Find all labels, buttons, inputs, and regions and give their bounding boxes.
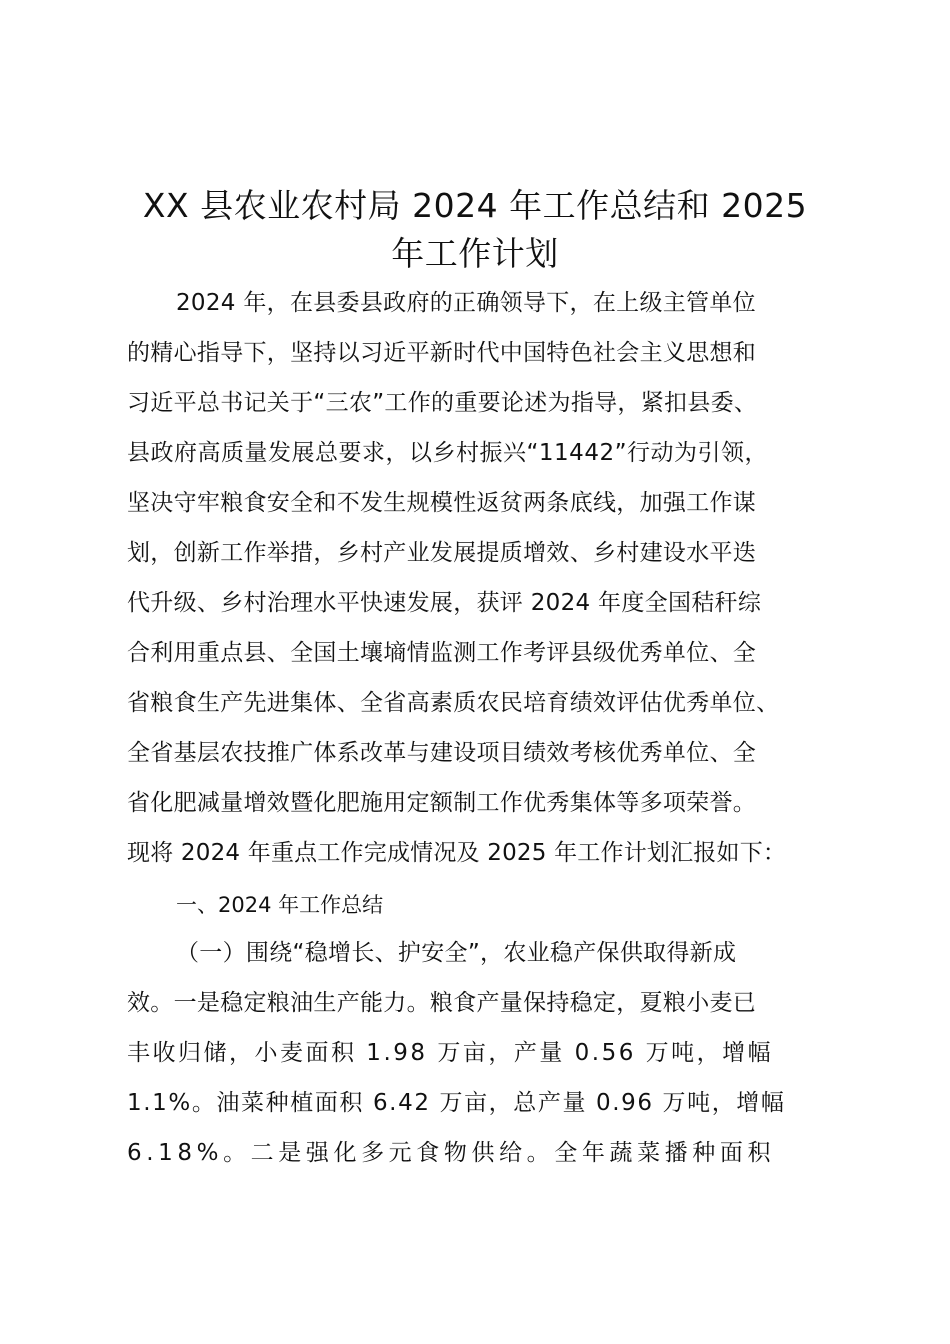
document-title-line-2: 年工作计划 — [391, 234, 559, 273]
paragraph-line: 丰收归储，小麦面积 1.98 万亩，产量 0.56 万吨，增幅 — [127, 1040, 774, 1066]
paragraph-line: 2024 年，在县委县政府的正确领导下，在上级主管单位 — [176, 290, 756, 316]
paragraph-line: 现将 2024 年重点工作完成情况及 2025 年工作计划汇报如下： — [127, 840, 787, 866]
document-title-line-1: XX 县农业农村局 2024 年工作总结和 2025 — [142, 186, 808, 225]
paragraph-line: 效。一是稳定粮油生产能力。粮食产量保持稳定，夏粮小麦已 — [127, 990, 757, 1016]
section-heading: 一、2024 年工作总结 — [176, 893, 384, 917]
paragraph-line: 6.18%。二是强化多元食物供给。全年蔬菜播种面积 — [127, 1140, 776, 1166]
paragraph-line: 全省基层农技推广体系改革与建设项目绩效考核优秀单位、全 — [127, 740, 757, 766]
paragraph-line: 1.1%。油菜种植面积 6.42 万亩，总产量 0.96 万吨，增幅 — [127, 1090, 786, 1116]
paragraph-line: 习近平总书记关于“三农”工作的重要论述为指导，紧扣县委、 — [127, 390, 758, 416]
paragraph-line: 代升级、乡村治理水平快速发展，获评 2024 年度全国秸秆综 — [127, 590, 762, 616]
paragraph-line: 划，创新工作举措，乡村产业发展提质增效、乡村建设水平迭 — [127, 540, 757, 566]
paragraph-line: 省粮食生产先进集体、全省高素质农民培育绩效评估优秀单位、 — [127, 690, 780, 716]
paragraph-line: 的精心指导下，坚持以习近平新时代中国特色社会主义思想和 — [127, 340, 757, 366]
paragraph-line: 坚决守牢粮食安全和不发生规模性返贫两条底线，加强工作谋 — [127, 490, 757, 516]
paragraph-line: 省化肥减量增效暨化肥施用定额制工作优秀集体等多项荣誉。 — [127, 790, 757, 816]
paragraph-line: （一）围绕“稳增长、护安全”，农业稳产保供取得新成 — [176, 940, 737, 966]
paragraph-line: 合利用重点县、全国土壤墒情监测工作考评县级优秀单位、全 — [127, 640, 757, 666]
paragraph-line: 县政府高质量发展总要求，以乡村振兴“11442”行动为引领， — [127, 440, 768, 466]
